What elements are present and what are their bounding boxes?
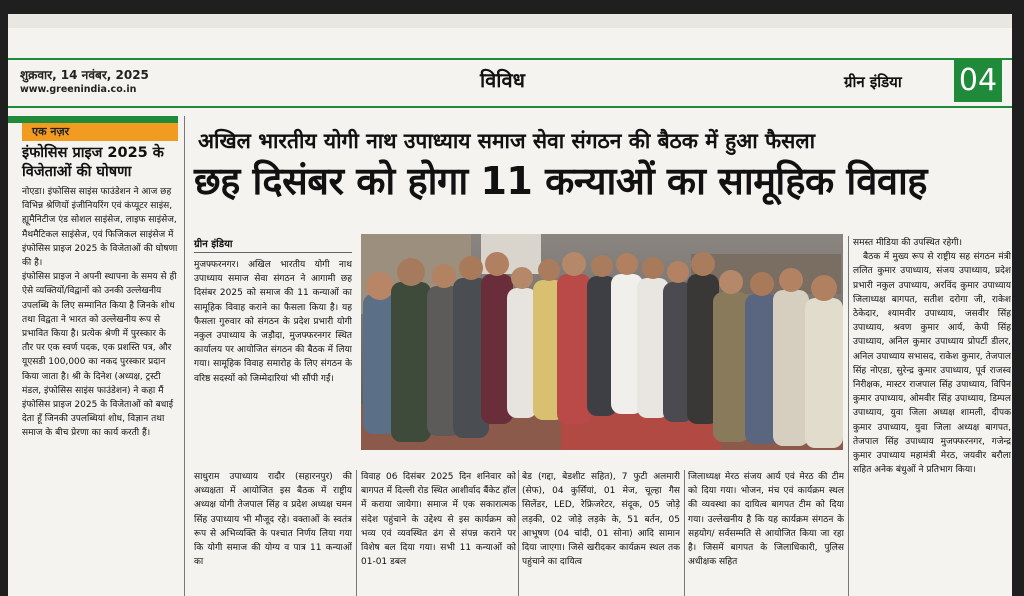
article-credit: ग्रीन इंडिया <box>194 239 233 250</box>
column-divider <box>356 470 357 596</box>
article-headline: छह दिसंबर को होगा 11 कन्याओं का सामूहिक विवाह <box>194 159 927 203</box>
section-title: विविध <box>480 68 525 92</box>
page-number-badge: 04 <box>954 60 1002 102</box>
issue-date: शुक्रवार, 14 नवंबर, 2025 <box>20 68 149 82</box>
header-bottom-rule <box>8 106 1012 108</box>
website-url[interactable]: www.greenindia.co.in <box>20 84 137 95</box>
article-lead: मुजफ्फरनगर। अखिल भारतीय योगी नाथ उपाध्याय समाज सेवा संगठन ने आगामी छह दिसंबर 2025 को समाज की 11 कन्याओं का सामूहिक विवाह कराने का फैसला किया है। यह फैसला गुरुवार को संगठन के प्रदेश प्रभारी योगी नकुल उपाध्याय के जड़ौदा, मुजफ्फरनगर स्थित कार्यालय पर आयोजित संगठन की बैठक में लिया गया। सामूहिक विवाह समारोह के लिए संगठन के वरिष्ठ सदस्यों को जिम्मेदारियां भी सौंपी गईं। <box>194 260 352 384</box>
article-column-4: जिलाध्यक्ष मेरठ संजय आर्य एवं मेरठ की टीम को दिया गया। भोजन, मंच एवं कार्यक्रम स्थल की व्यवस्था का दायित्व बागपत टीम को दिया गया। उल्लेखनीय है कि यह कार्यक्रम संगठन के सहयोग/ सर्वसम्मति से आयोजित किया जा रहा है। जिसमें बागपत के जिलाधिकारी, पुलिस अधीक्षक सहित <box>688 472 844 568</box>
sidebar-body <box>22 185 178 595</box>
header-top-rule <box>8 58 1012 60</box>
group-photo <box>361 234 843 450</box>
newspaper-brand: ग्रीन इंडिया <box>844 73 902 91</box>
sidebar-paragraph: नोएडा। इंफोसिस साइंस फाउंडेशन ने आज छह विभिन्न श्रेणियों इंजीनियरिंग एवं कंप्यूटर साइंस, ह्यूमैनिटीज एंड सोशल साइंसेज, लाइफ साइंसेज, मैथमैटिकल साइंसेज, एवं फिजिकल साइंसेज में इंफोसिस प्राइज 2025 के विजेताओं की घोषणा की है। <box>22 187 178 269</box>
sidebar-green-bar <box>8 116 178 123</box>
newspaper-page <box>8 14 1012 596</box>
sidebar-paragraph: इंफोसिस प्राइज ने अपनी स्थापना के समय से ही ऐसे व्यक्तियों/विद्वानों को उनकी उल्लेखनीय उपलब्धि के लिए सम्मानित किया है जिनके शोध तथा विद्वता ने भारत को उल्लेखनीय रूप से प्रभावित किया है। प्रत्येक श्रेणी में पुरस्कार के तौर पर एक स्वर्ण पदक, एक प्रशस्ति पत्र, और यूएसडी 100,000 का नकद पुरस्कार प्रदान किया जाता है। श्री के दिनेश (अध्यक्ष, ट्रस्टी मंडल, इंफोसिस साइंस फाउंडेशन) ने कहा मैं इंफोसिस प्राइज 2025 के विजेताओं को बधाई देता हूँ जिनकी उपलब्धियां शोध, विज्ञान तथा समाज के बीच प्रेरणा का कार्य करती हैं। <box>22 272 177 439</box>
credit-rule <box>194 252 352 253</box>
article-column-3: बेड (गद्दा, बेडशीट सहित), 7 फुटी अलमारी (सेफ), 04 कुर्सियां, 01 मेज, चूल्हा गैस सिलेंडर, LED, रेफ्रिजरेटर, संदूक, 05 जोड़े लड़की, 02 जोड़े लड़के के, 51 बर्तन, 05 आभूषण (04 चांदी, 01 सोना) आदि सामान दिया जाएगा। जिसे खरीदकर कार्यक्रम स्थल तक पहुंचाने का दायित्व <box>522 472 680 568</box>
group-photo-illustration <box>361 234 843 450</box>
page-top-band <box>8 14 1012 28</box>
column-divider <box>184 116 185 596</box>
column-divider <box>518 470 519 596</box>
article-column-1: साधुराम उपाध्याय रादौर (सहारनपुर) की अध्यक्षता में आयोजित इस बैठक में राष्ट्रीय अध्यक्ष योगी तेजपाल सिंह व प्रदेश अध्यक्ष चमन सिंह उपाध्याय भी मौजूद रहे। वक्ताओं के स्वतंत्र रूप से अभिव्यक्ति के पश्चात निर्णय लिया गया कि योगी समाज की योग्य व पात्र 11 कन्याओं का <box>194 472 352 568</box>
sidebar-headline: इंफोसिस प्राइज 2025 के विजेताओं की घोषणा <box>22 145 164 180</box>
article-right-column <box>853 236 1011 596</box>
column-divider <box>848 236 849 596</box>
column-divider <box>684 470 685 596</box>
article-kicker: अखिल भारतीय योगी नाथ उपाध्याय समाज सेवा संगठन की बैठक में हुआ फैसला <box>198 129 816 153</box>
sidebar-tag: एक नज़र <box>22 123 178 141</box>
article-right-paragraph: समस्त मीडिया की उपस्थित रहेगी। <box>853 238 963 248</box>
article-right-paragraph: बैठक में मुख्य रूप से राष्ट्रीय सह संगठन मंत्री ललित कुमार उपाध्याय, संजय उपाध्याय, प्रदेश प्रभारी नकुल उपाध्याय, अरविंद कुमार उपाध्याय जिलाध्यक्ष बागपत, सतीश दरोगा जी, राकेश ठेकेदार, श्यामवीर उपाध्याय, जसवीर सिंह उपाध्याय, श्रवण कुमार आर्य, केपी सिंह उपाध्याय, अनिल कुमार उपाध्याय प्रोपर्टी डीलर, अनिल उपाध्याय सभासद, राकेश कुमार, तेजपाल सिंह नोएडा, सुरेन्द्र कुमार उपाध्याय, पूर्व राजस्व निरीक्षक, मास्टर राजपाल सिंह उपाध्याय, विपिन कुमार उपाध्याय, ओमवीर सिंह उपाध्याय, डिम्पल उपाध्याय, युवा जिला अध्यक्ष शामली, दीपक कुमार उपाध्याय, युवा जिला अध्यक्ष बागपत, तेजपाल सिंह उपाध्याय मुजफ्फरनगर, गजेन्द्र कुमार उपाध्याय महामंत्री मेरठ, जयवीर बरौला सहित अनेक बंधुओं ने प्रतिभाग किया। <box>853 252 1011 476</box>
article-column-2: विवाह 06 दिसंबर 2025 दिन शनिवार को बागपत में दिल्ली रोड स्थित आशीर्वाद बैंकेट हॉल में कराया जायेगा। समाज में एक सकारात्मक संदेश पहुंचाने के उद्देश्य से इस कार्यक्रम को भव्य एवं व्यवस्थित ढंग से संपन्न कराने पर विशेष बल दिया गया। सभी 11 कन्याओं को 01-01 डबल <box>361 472 516 568</box>
